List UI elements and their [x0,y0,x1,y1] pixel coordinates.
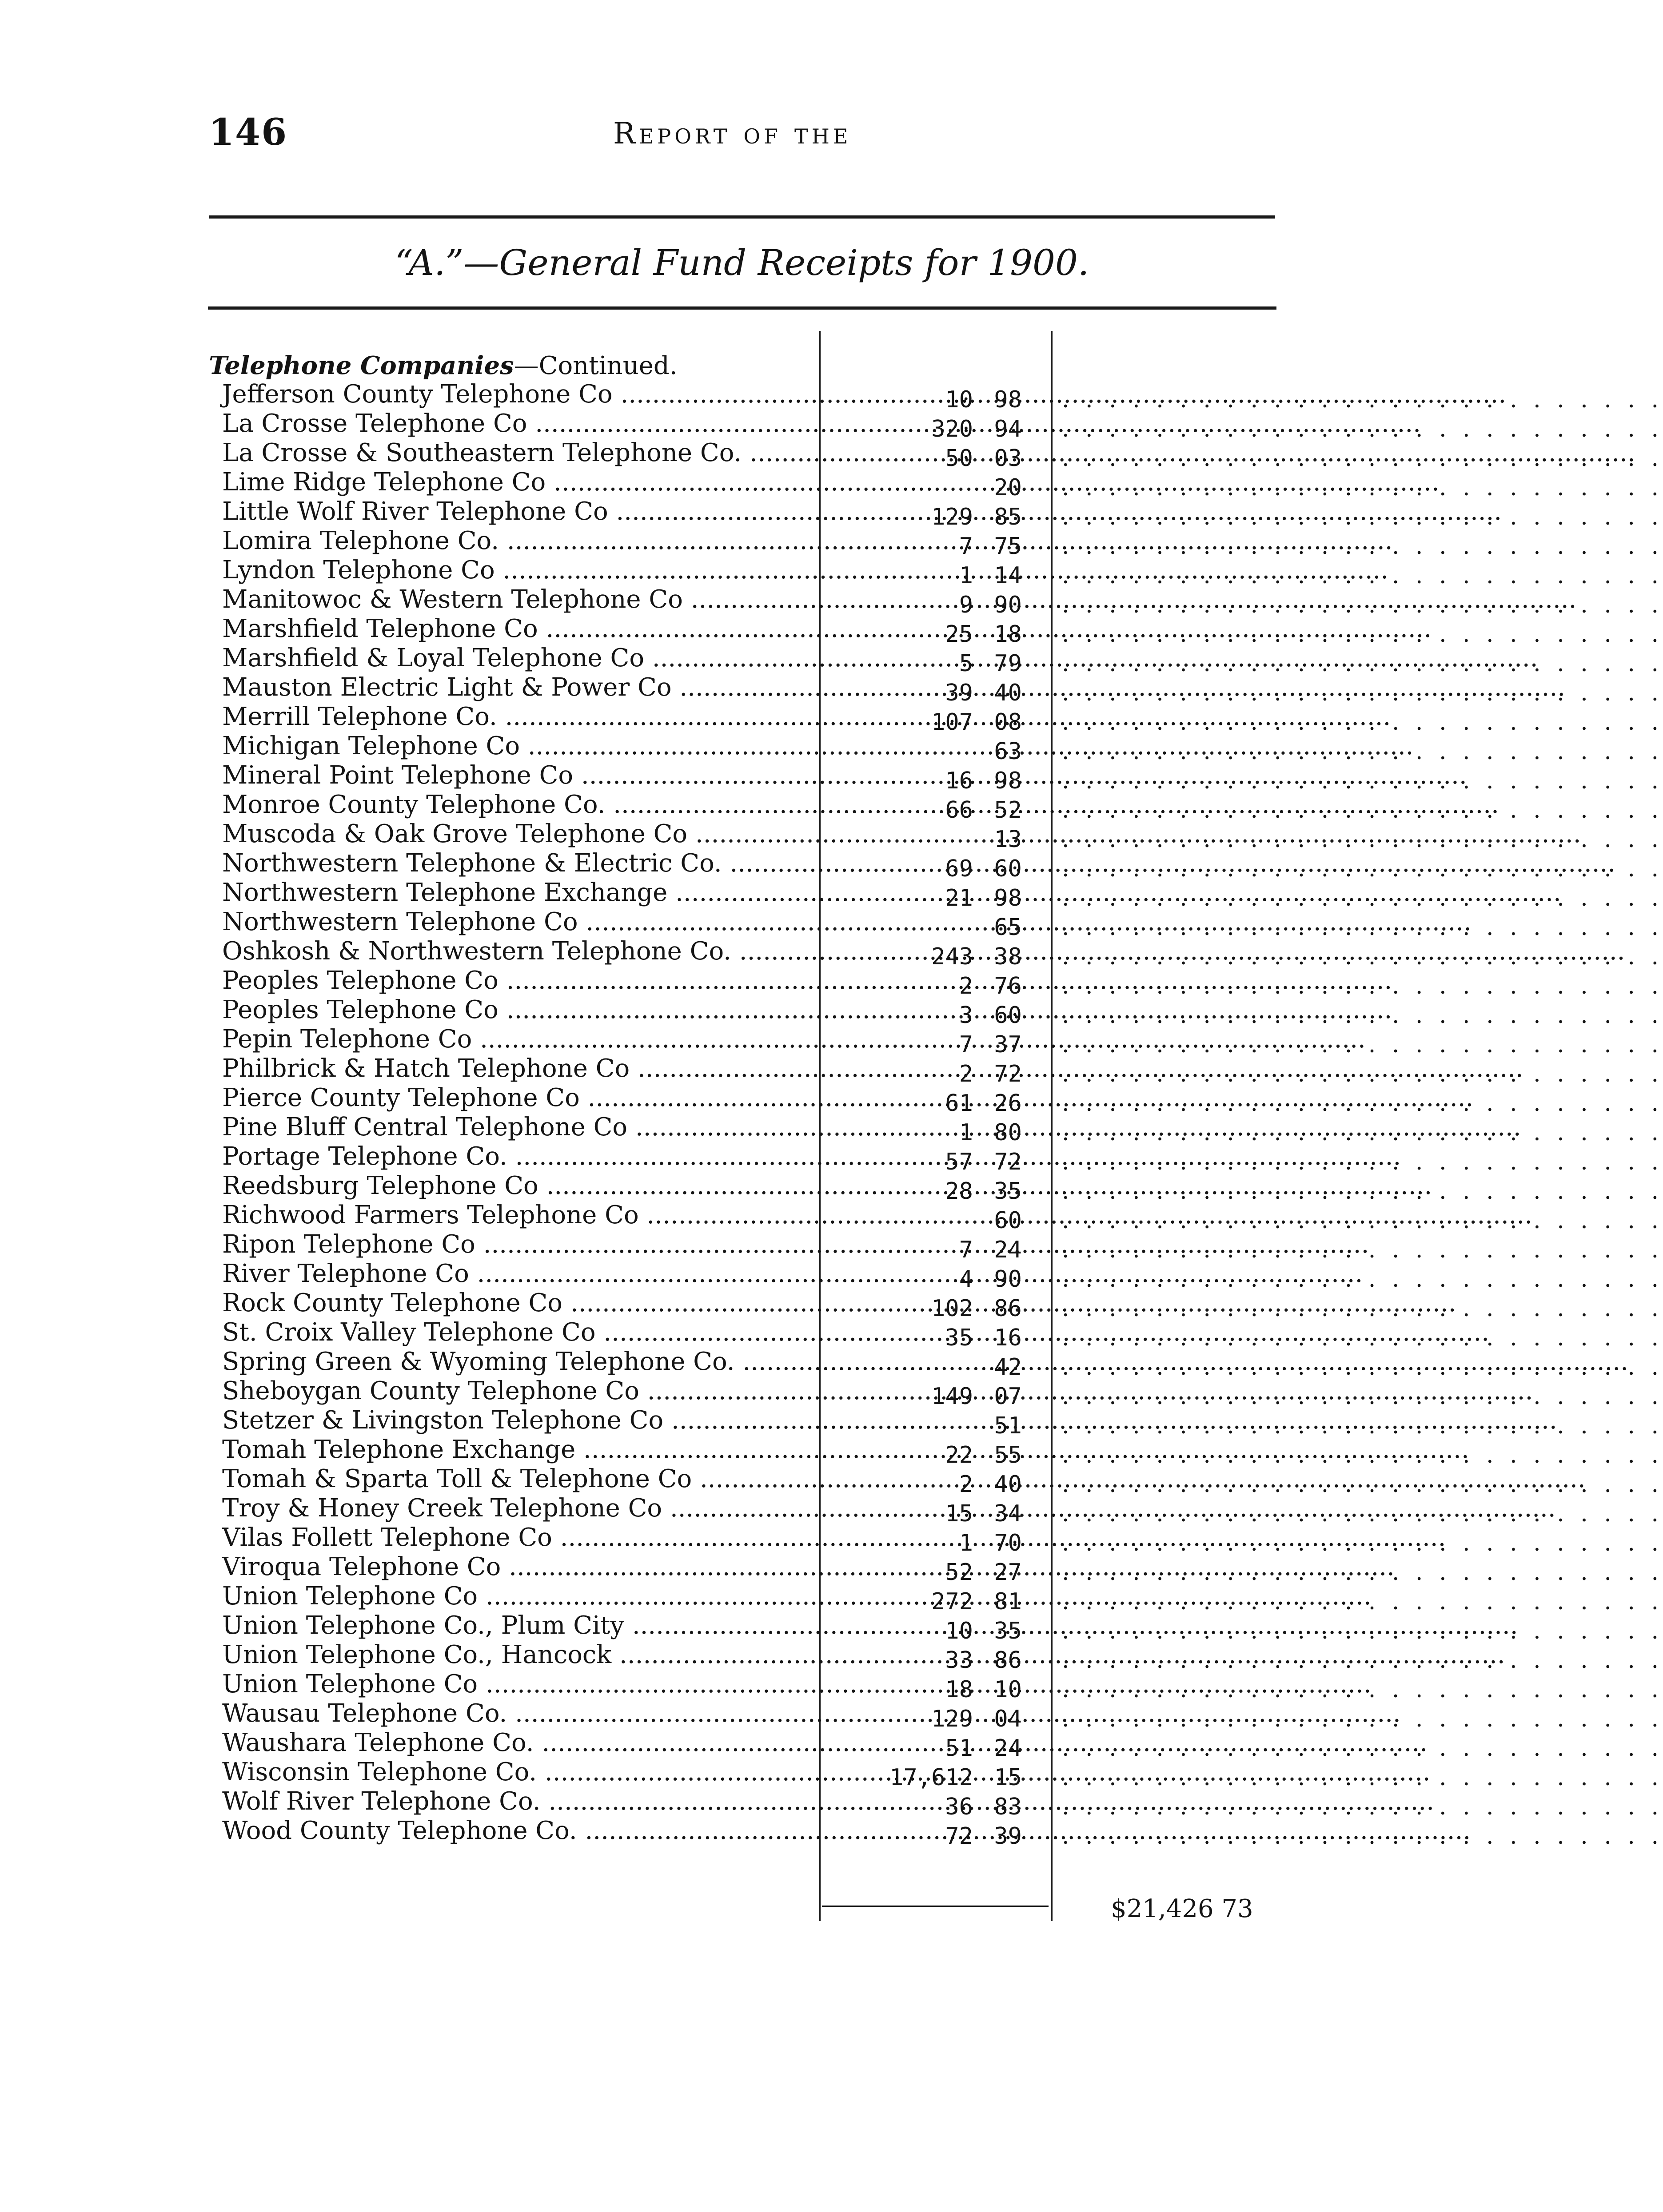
company-name: Lomira Telephone Co. ..... [222,526,818,556]
amount-dollars: 129 [931,504,973,530]
amount-dollars: 69 [945,855,973,882]
table-row [222,1142,1663,1175]
amount-cents: 34 [994,1500,1022,1527]
table-row [222,1377,1663,1410]
dot-leader: . . . . . . . . . . . . . . . . . . . . . . . . . . [1062,1031,1663,1058]
company-name: Northwestern Telephone Co ..... [222,907,818,937]
company-name: Waushara Telephone Co. ..... [222,1728,818,1758]
amount-dollars: 9 [959,592,973,618]
receipts-list [222,380,1663,1850]
dot-leader: . . . . . . . . . . . . . . . . . . . . . . . . . . [1062,973,1663,999]
table-row [222,1523,1663,1556]
dot-leader: . . . . . . . . . . . . . . . . . . . . . . . . . . [1062,592,1663,618]
total-rule [822,1906,1049,1907]
amount-cents: 37 [994,1031,1022,1058]
top-rule [209,215,1275,219]
table-row [222,790,1663,824]
amount-cents: 60 [994,855,1022,882]
table-row [222,1758,1663,1791]
amount-cents: 10 [994,1676,1022,1703]
table-row [222,556,1663,589]
dot-leader: . . . . . . . . . . . . . . . . . . . . . . . . . . [1062,1618,1663,1644]
amount-dollars: 15 [945,1500,973,1527]
table-row [222,1289,1663,1322]
amount-cents: 60 [994,1207,1022,1234]
company-name: Mineral Point Telephone Co ..... [222,761,818,790]
amount-cents: 40 [994,680,1022,706]
amount-dollars: 243 [931,943,973,970]
amount-cents: 79 [994,650,1022,677]
table-row [222,702,1663,736]
dot-leader: . . . . . . . . . . . . . . . . . . . . . . . . . . [1062,738,1663,765]
dot-leader: . . . . . . . . . . . . . . . . . . . . . . . . . . [1062,1237,1663,1263]
dot-leader: . . . . . . . . . . . . . . . . . . . . . . . . . . [1062,1090,1663,1117]
table-row [222,409,1663,442]
table-row [222,1406,1663,1439]
company-name: Philbrick & Hatch Telephone Co ..... [222,1054,818,1083]
amount-dollars: 5 [959,650,973,677]
category-title: Telephone Companies [209,351,514,380]
company-name: Vilas Follett Telephone Co ..... [222,1523,818,1552]
table-row [222,1318,1663,1351]
title-rule [208,306,1276,310]
company-name: Union Telephone Co ..... [222,1670,818,1699]
amount-cents: 03 [994,445,1022,472]
dot-leader: . . . . . . . . . . . . . . . . . . . . . . . . . . [1062,1354,1663,1381]
amount-cents: 65 [994,914,1022,941]
table-row [222,1113,1663,1146]
company-name: Wausau Telephone Co. ..... [222,1699,818,1728]
company-name: La Crosse Telephone Co ..... [222,409,818,438]
table-row [222,644,1663,677]
table-row [222,1464,1663,1498]
amount-dollars: 10 [945,1618,973,1644]
company-name: Wood County Telephone Co. ..... [222,1816,818,1846]
dot-leader: . . . . . . . . . . . . . . . . . . . . . . . . . . [1062,1823,1663,1850]
table-row [222,468,1663,501]
amount-cents: 70 [994,1530,1022,1556]
table-row [222,1582,1663,1615]
dot-leader: . . . . . . . . . . . . . . . . . . . . . . . . . . [1062,943,1663,970]
company-name: Manitowoc & Western Telephone Co ..... [222,585,818,614]
amount-cents: 72 [994,1061,1022,1087]
amount-cents: 16 [994,1325,1022,1351]
amount-dollars: 22 [945,1442,973,1468]
company-name: Ripon Telephone Co ..... [222,1230,818,1259]
amount-dollars: 33 [945,1647,973,1674]
company-name: Merrill Telephone Co. ..... [222,702,818,732]
amount-cents: 76 [994,973,1022,999]
company-name: Pierce County Telephone Co ..... [222,1083,818,1113]
company-name: Wisconsin Telephone Co. ..... [222,1758,818,1787]
amount-dollars: 17,612 [889,1764,973,1791]
dot-leader: . . . . . . . . . . . . . . . . . . . . . . . . . . [1062,562,1663,589]
amount-cents: 13 [994,826,1022,853]
company-name: Lyndon Telephone Co ..... [222,556,818,585]
dot-leader: . . . . . . . . . . . . . . . . . . . . . . . . . . [1062,1002,1663,1029]
amount-dollars: 39 [945,680,973,706]
table-row [222,1611,1663,1644]
page-number: 146 [209,111,288,154]
amount-dollars: 1 [959,1119,973,1146]
company-name: Troy & Honey Creek Telephone Co ..... [222,1494,818,1523]
dot-leader: . . . . . . . . . . . . . . . . . . . . . . . . . . [1062,709,1663,736]
amount-dollars: 2 [959,1471,973,1498]
company-name: Pepin Telephone Co ..... [222,1025,818,1054]
table-row [222,878,1663,911]
table-row [222,1025,1663,1058]
dot-leader: . . . . . . . . . . . . . . . . . . . . . . . . . . [1062,914,1663,941]
dot-leader: . . . . . . . . . . . . . . . . . . . . . . . . . . [1062,1471,1663,1498]
category-suffix: —Continued. [514,351,678,380]
amount-dollars: 35 [945,1325,973,1351]
amount-cents: 08 [994,709,1022,736]
dot-leader: . . . . . . . . . . . . . . . . . . . . . . . . . . [1062,1295,1663,1322]
company-name: Little Wolf River Telephone Co ..... [222,497,818,526]
table-row [222,1435,1663,1468]
company-name: Peoples Telephone Co ..... [222,995,818,1025]
amount-cents: 85 [994,504,1022,530]
company-name: Muscoda & Oak Grove Telephone Co ..... [222,820,818,849]
amount-cents: 83 [994,1794,1022,1820]
table-row [222,1816,1663,1850]
amount-cents: 98 [994,386,1022,413]
table-row [222,1728,1663,1762]
company-name: Lime Ridge Telephone Co ..... [222,468,818,497]
company-name: Oshkosh & Northwestern Telephone Co. ..... [222,937,818,966]
amount-dollars: 52 [945,1559,973,1586]
dot-leader: . . . . . . . . . . . . . . . . . . . . . . . . . . [1062,445,1663,472]
dot-leader: . . . . . . . . . . . . . . . . . . . . . . . . . . [1062,1706,1663,1732]
dot-leader: . . . . . . . . . . . . . . . . . . . . . . . . . . [1062,1119,1663,1146]
table-row [222,732,1663,765]
table-row [222,1054,1663,1087]
amount-dollars: 3 [959,1002,973,1029]
category-heading [209,351,678,380]
amount-dollars: 7 [959,533,973,560]
company-name: Union Telephone Co., Hancock ..... [222,1640,818,1670]
company-name: Monroe County Telephone Co. ..... [222,790,818,820]
dot-leader: . . . . . . . . . . . . . . . . . . . . . . . . . . [1062,797,1663,824]
amount-cents: 42 [994,1354,1022,1381]
amount-cents: 04 [994,1706,1022,1732]
table-row [222,1259,1663,1293]
table-row [222,820,1663,853]
amount-cents: 15 [994,1764,1022,1791]
amount [844,1822,1040,1851]
company-name: Tomah Telephone Exchange ..... [222,1435,818,1464]
table-row [222,1201,1663,1234]
amount-cents: 60 [994,1002,1022,1029]
dot-leader: . . . . . . . . . . . . . . . . . . . . . . . . . . [1062,1794,1663,1820]
amount-dollars: 102 [931,1295,973,1322]
table-row [222,937,1663,970]
dot-leader: . . . . . . . . . . . . . . . . . . . . . . . . . . [1062,1412,1663,1439]
company-name: River Telephone Co ..... [222,1259,818,1289]
amount-cents: 98 [994,885,1022,911]
table-row [222,907,1663,941]
amount-dollars: 10 [945,386,973,413]
amount-dollars: 66 [945,797,973,824]
amount-cents: 86 [994,1647,1022,1674]
amount-cents: 52 [994,797,1022,824]
amount-dollars: 50 [945,445,973,472]
dot-leader: . . . . . . . . . . . . . . . . . . . . . . . . . . [1062,416,1663,442]
amount-dollars: 2 [959,973,973,999]
amount-cents: 38 [994,943,1022,970]
company-name: St. Croix Valley Telephone Co ..... [222,1318,818,1347]
dot-leader: . . . . . . . . . . . . . . . . . . . . . . . . . . [1062,650,1663,677]
amount-cents: 98 [994,768,1022,794]
amount-cents: 24 [994,1237,1022,1263]
amount-cents: 94 [994,416,1022,442]
amount-cents: 07 [994,1383,1022,1410]
amount-dollars: 7 [959,1031,973,1058]
company-name: Mauston Electric Light & Power Co ..... [222,673,818,702]
company-name: Pine Bluff Central Telephone Co ..... [222,1113,818,1142]
company-name: Tomah & Sparta Toll & Telephone Co ..... [222,1464,818,1494]
table-row [222,1640,1663,1674]
company-name: Peoples Telephone Co ..... [222,966,818,995]
amount-cents: 90 [994,1266,1022,1293]
amount-dollars: 72 [945,1823,973,1850]
dot-leader: . . . . . . . . . . . . . . . . . . . . . . . . . . [1062,1735,1663,1762]
amount-dollars: 21 [945,885,973,911]
running-head: Report of the [613,116,852,151]
table-row [222,380,1663,413]
table-row [222,614,1663,648]
dot-leader: . . . . . . . . . . . . . . . . . . . . . . . . . . [1062,826,1663,853]
amount-cents: 35 [994,1178,1022,1205]
company-name: Viroqua Telephone Co ..... [222,1552,818,1582]
dot-leader: . . . . . . . . . . . . . . . . . . . . . . . . . . [1062,1559,1663,1586]
company-name: Jefferson County Telephone Co ..... [222,380,818,409]
table-row [222,1787,1663,1820]
amount-dollars: 28 [945,1178,973,1205]
amount-dollars: 149 [931,1383,973,1410]
amount-dollars: 1 [959,562,973,589]
amount-cents: 24 [994,1735,1022,1762]
table-row [222,1552,1663,1586]
amount-cents: 20 [994,474,1022,501]
amount-cents: 63 [994,738,1022,765]
table-row [222,497,1663,530]
amount-cents: 35 [994,1618,1022,1644]
table-row [222,1699,1663,1732]
amount-dollars: 36 [945,1794,973,1820]
company-name: Union Telephone Co ..... [222,1582,818,1611]
company-name: Richwood Farmers Telephone Co ..... [222,1201,818,1230]
table-row [222,1347,1663,1381]
dot-leader: . . . . . . . . . . . . . . . . . . . . . . . . . . [1062,533,1663,560]
amount-dollars: 57 [945,1149,973,1175]
dot-leader: . . . . . . . . . . . . . . . . . . . . . . . . . . [1062,855,1663,882]
company-name: La Crosse & Southeastern Telephone Co. ..... [222,438,818,468]
amount-cents: 14 [994,562,1022,589]
amount-dollars: 18 [945,1676,973,1703]
company-name: Marshfield Telephone Co ..... [222,614,818,644]
company-name: Union Telephone Co., Plum City ..... [222,1611,818,1640]
company-name: Wolf River Telephone Co. ..... [222,1787,818,1816]
amount-cents: 18 [994,621,1022,648]
amount-dollars: 4 [959,1266,973,1293]
table-row [222,1171,1663,1205]
amount-cents: 51 [994,1412,1022,1439]
amount-cents: 80 [994,1119,1022,1146]
company-name: Sheboygan County Telephone Co ..... [222,1377,818,1406]
dot-leader: . . . . . . . . . . . . . . . . . . . . . . . . . . [1062,504,1663,530]
dot-leader: . . . . . . . . . . . . . . . . . . . . . . . . . . [1062,1530,1663,1556]
table-row [222,1494,1663,1527]
company-name: Michigan Telephone Co ..... [222,732,818,761]
amount-cents: 86 [994,1295,1022,1322]
amount-cents: 90 [994,592,1022,618]
amount-dollars: 320 [931,416,973,442]
amount-cents: 27 [994,1559,1022,1586]
dot-leader: . . . . . . . . . . . . . . . . . . . . . . . . . . [1062,768,1663,794]
amount-cents: 39 [994,1823,1022,1850]
amount-cents: 75 [994,533,1022,560]
table-row [222,761,1663,794]
amount-cents: 40 [994,1471,1022,1498]
amount-dollars: 61 [945,1090,973,1117]
company-name: Portage Telephone Co. ..... [222,1142,818,1171]
amount-dollars: 272 [931,1588,973,1615]
company-name: Marshfield & Loyal Telephone Co ..... [222,644,818,673]
table-row [222,673,1663,706]
dot-leader: . . . . . . . . . . . . . . . . . . . . . . . . . . [1062,386,1663,413]
company-name: Spring Green & Wyoming Telephone Co. ..... [222,1347,818,1377]
table-row [222,849,1663,882]
table-row [222,995,1663,1029]
amount-dollars: 1 [959,1530,973,1556]
table-row [222,1083,1663,1117]
dot-leader: . . . . . . . . . . . . . . . . . . . . . . . . . . [1062,1676,1663,1703]
table-row [222,585,1663,618]
company-name: Stetzer & Livingston Telephone Co ..... [222,1406,818,1435]
dot-leader: . . . . . . . . . . . . . . . . . . . . . . . . . . [1062,1061,1663,1087]
dot-leader: . . . . . . . . . . . . . . . . . . . . . . . . . . [1062,1383,1663,1410]
section-title: “A.”—General Fund Receipts for 1900. [395,242,1089,283]
table-row [222,966,1663,999]
amount-cents: 81 [994,1588,1022,1615]
amount-dollars: 25 [945,621,973,648]
amount-dollars: 16 [945,768,973,794]
company-name: Northwestern Telephone & Electric Co. ..... [222,849,818,878]
company-name: Reedsburg Telephone Co ..... [222,1171,818,1201]
amount-dollars: 2 [959,1061,973,1087]
table-row [222,1230,1663,1263]
dot-leader: . . . . . . . . . . . . . . . . . . . . . . . . . . [1062,680,1663,706]
dot-leader: . . . . . . . . . . . . . . . . . . . . . . . . . . [1062,1500,1663,1527]
dot-leader: . . . . . . . . . . . . . . . . . . . . . . . . . . [1062,474,1663,501]
dot-leader: . . . . . . . . . . . . . . . . . . . . . . . . . . [1062,621,1663,648]
amount-dollars: 51 [945,1735,973,1762]
dot-leader: . . . . . . . . . . . . . . . . . . . . . . . . . . [1062,1207,1663,1234]
dot-leader: . . . . . . . . . . . . . . . . . . . . . . . . . . [1062,885,1663,911]
dot-leader: . . . . . . . . . . . . . . . . . . . . . . . . . . [1062,1764,1663,1791]
dot-leader: . . . . . . . . . . . . . . . . . . . . . . . . . . [1062,1588,1663,1615]
amount-dollars: 7 [959,1237,973,1263]
table-row [222,1670,1663,1703]
table-row [222,526,1663,560]
amount-cents: 26 [994,1090,1022,1117]
dot-leader: . . . . . . . . . . . . . . . . . . . . . . . . . . [1062,1325,1663,1351]
dot-leader: . . . . . . . . . . . . . . . . . . . . . . . . . . [1062,1266,1663,1293]
amount-dollars: 107 [931,709,973,736]
company-name: Northwestern Telephone Exchange ..... [222,878,818,907]
amount-cents: 72 [994,1149,1022,1175]
table-row [222,438,1663,472]
amount-cents: 55 [994,1442,1022,1468]
dot-leader: . . . . . . . . . . . . . . . . . . . . . . . . . . [1062,1178,1663,1205]
dot-leader: . . . . . . . . . . . . . . . . . . . . . . . . . . [1062,1442,1663,1468]
dot-leader: . . . . . . . . . . . . . . . . . . . . . . . . . . [1062,1149,1663,1175]
grand-total: $21,426 73 [1111,1894,1253,1923]
company-name: Rock County Telephone Co ..... [222,1289,818,1318]
dot-leader: . . . . . . . . . . . . . . . . . . . . . . . . . . [1062,1647,1663,1674]
amount-dollars: 129 [931,1706,973,1732]
